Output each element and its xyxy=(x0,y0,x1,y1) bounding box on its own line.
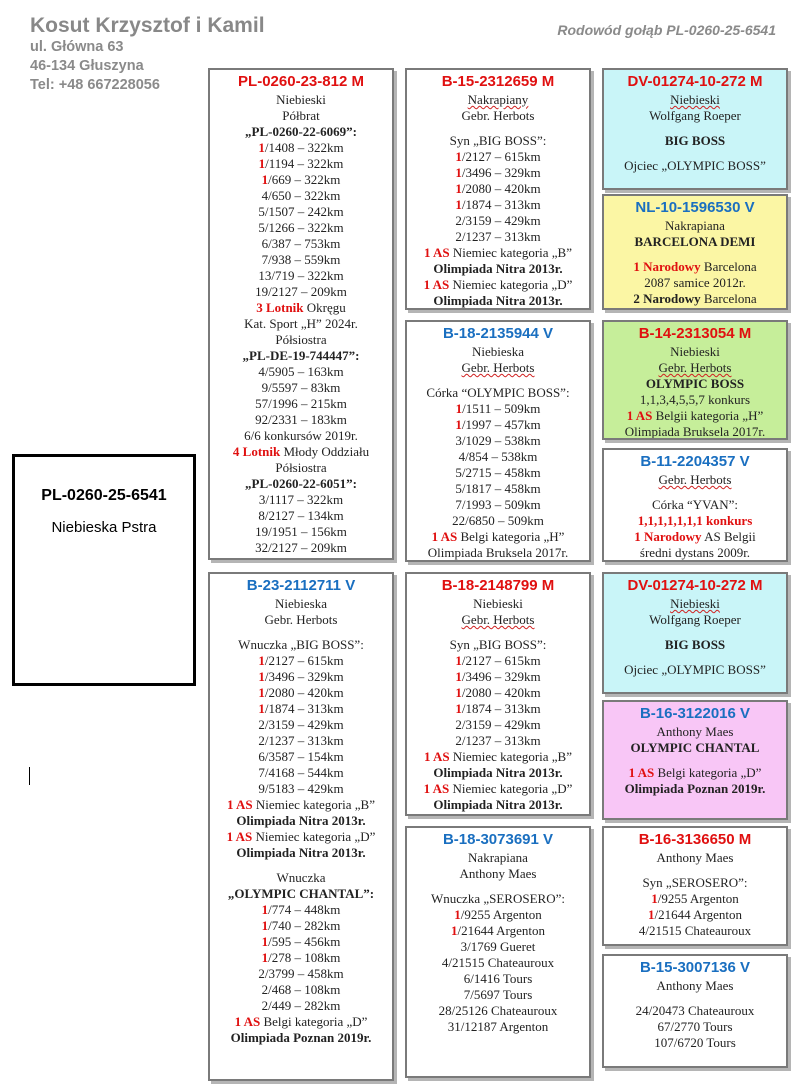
father-ring: PL-0260-23-812 M xyxy=(238,73,364,90)
fmm-award: 1 Narodowy AS Belgii xyxy=(634,529,756,544)
mother-line: Gebr. Herbots xyxy=(264,612,338,627)
mother-line: Wnuczka „BIG BOSS”: xyxy=(238,637,364,652)
paternal-grandfather-ring: B-15-2312659 M xyxy=(441,73,555,90)
father-line: Niebieski xyxy=(276,92,326,107)
ffm-line: 2087 samice 2012r. xyxy=(644,275,746,290)
mff-line: Niebieski xyxy=(670,596,720,611)
pgf-result: 1/1874 – 313km xyxy=(455,197,541,212)
pgm-result: 3/1029 – 538km xyxy=(455,433,541,448)
subject-color: Niebieska Pstra xyxy=(51,519,157,536)
mother-result: 9/5183 – 429km xyxy=(258,781,344,796)
fff-line: Wolfgang Roeper xyxy=(649,108,741,123)
mf-father-ring: DV-01274-10-272 M xyxy=(627,577,763,594)
father-award: 3 Lotnik Okręgu xyxy=(256,300,346,315)
mother-award: 1 AS Niemiec kategoria „B” xyxy=(226,797,375,812)
mmf-result: 1/21644 Argenton xyxy=(647,907,742,922)
fmf-line: OLYMPIC BOSS xyxy=(645,376,745,391)
mother-result: 1/2080 – 420km xyxy=(258,685,344,700)
fmf-line: Gebr. Herbots xyxy=(658,360,732,375)
breeder-phone: Tel: +48 667228056 xyxy=(30,77,160,93)
father-line: Półsiostra xyxy=(275,460,327,475)
mgf-result: 2/1237 – 313km xyxy=(455,733,541,748)
mother-result: 1/278 – 108km xyxy=(261,950,341,965)
mgm-line: Anthony Maes xyxy=(459,866,537,881)
mother-line: Niebieska xyxy=(275,596,327,611)
pgf-line: Gebr. Herbots xyxy=(461,108,535,123)
pgm-result: 5/2715 – 458km xyxy=(455,465,541,480)
maternal-grandfather-card xyxy=(405,572,591,816)
text-cursor xyxy=(29,767,30,785)
breeder-city: 46-134 Głuszyna xyxy=(30,58,144,74)
ffm-award: 1 Narodowy Barcelona xyxy=(633,259,757,274)
father-result: 5/1266 – 322km xyxy=(258,220,344,235)
mother-result: 1/2127 – 615km xyxy=(258,653,344,668)
paternal-grandmother-ring: B-18-2135944 V xyxy=(442,325,554,342)
mgf-line: Syn „BIG BOSS”: xyxy=(449,637,547,652)
fmm-line: średni dystans 2009r. xyxy=(639,545,751,560)
mother-result: 2/1237 – 313km xyxy=(258,733,344,748)
maternal-grandmother-card xyxy=(405,826,591,1078)
pgm-line: Córka “OLYMPIC BOSS”: xyxy=(426,385,570,400)
mgf-result: 1/2127 – 615km xyxy=(455,653,541,668)
father-card xyxy=(208,68,394,560)
paternal-grandfather-card xyxy=(405,68,591,310)
father-result: 13/719 – 322km xyxy=(258,268,344,283)
mother-result: 2/468 – 108km xyxy=(261,982,341,997)
ff-mother-card xyxy=(602,194,788,310)
mfm-line: OLYMPIC CHANTAL xyxy=(630,740,760,755)
pgf-line: Nakrapiany xyxy=(467,92,529,107)
mfm-award: 1 AS Belgi kategoria „D” xyxy=(628,765,762,780)
mff-line: Wolfgang Roeper xyxy=(649,612,741,627)
fm-mother-ring: B-11-2204357 V xyxy=(640,453,750,470)
fff-line: BIG BOSS xyxy=(664,133,726,148)
pgf-line: Olimpiada Nitra 2013r. xyxy=(433,261,563,276)
pgm-result: 1/1511 – 509km xyxy=(455,401,541,416)
pgm-result: 7/1993 – 509km xyxy=(455,497,541,512)
ff-father-card xyxy=(602,68,788,190)
pgm-result: 5/1817 – 458km xyxy=(455,481,541,496)
mother-line: „OLYMPIC CHANTAL”: xyxy=(227,886,375,901)
document-title: Rodowód gołąb PL-0260-25-6541 xyxy=(557,22,776,38)
mother-result: 1/774 – 448km xyxy=(261,902,341,917)
mgf-result: 1/2080 – 420km xyxy=(455,685,541,700)
mm-mother-card xyxy=(602,954,788,1068)
father-result: 19/2127 – 209km xyxy=(255,284,347,299)
father-result: 4/650 – 322km xyxy=(261,188,341,203)
mmm-line: Anthony Maes xyxy=(656,978,734,993)
ff-mother-ring: NL-10-1596530 V xyxy=(635,199,755,216)
fm-father-card xyxy=(602,320,788,440)
mff-line: Ojciec „OLYMPIC BOSS” xyxy=(624,662,766,677)
father-result: 6/387 – 753km xyxy=(261,236,341,251)
pgf-result: 2/1237 – 313km xyxy=(455,229,541,244)
father-result: 9/5597 – 83km xyxy=(261,380,341,395)
pgm-line: Niebieska xyxy=(472,344,524,359)
father-result: 1/1194 – 322km xyxy=(258,156,344,171)
subject-ring: PL-0260-25-6541 xyxy=(41,487,167,504)
father-result: 92/2331 – 183km xyxy=(255,412,347,427)
father-line: Półsiostra xyxy=(275,332,327,347)
mm-mother-ring: B-15-3007136 V xyxy=(639,959,751,976)
mm-father-card xyxy=(602,826,788,946)
pgf-line: Olimpiada Nitra 2013r. xyxy=(433,293,563,308)
fmm-line: 1,1,1,1,1,1,1 konkurs xyxy=(637,513,753,528)
ffm-award: 2 Narodowy Barcelona xyxy=(633,291,757,306)
ffm-line: BARCELONA DEMI xyxy=(634,234,756,249)
mgm-result: 4/21515 Chateauroux xyxy=(441,955,555,970)
mgf-award: 1 AS Niemiec kategoria „D” xyxy=(423,781,573,796)
father-result: 7/938 – 559km xyxy=(261,252,341,267)
pgm-result: 1/1997 – 457km xyxy=(455,417,541,432)
mmm-result: 107/6720 Tours xyxy=(654,1035,736,1050)
mother-result: 2/449 – 282km xyxy=(261,998,341,1013)
fmm-line: Gebr. Herbots xyxy=(658,472,732,487)
mm-father-ring: B-16-3136650 M xyxy=(638,831,752,848)
mgm-line: Wnuczka „SEROSERO”: xyxy=(431,891,565,906)
mf-mother-card xyxy=(602,700,788,820)
mother-line: Olimpiada Poznan 2019r. xyxy=(230,1030,372,1045)
father-line: Półbrat xyxy=(282,108,320,123)
fmm-line: Córka “YVAN”: xyxy=(651,497,739,512)
father-line: Kat. Sport „H” 2024r. xyxy=(244,316,358,331)
mf-father-card xyxy=(602,572,788,694)
paternal-grandmother-card xyxy=(405,320,591,562)
breeder-street: ul. Główna 63 xyxy=(30,39,124,55)
mother-line: Wnuczka xyxy=(276,870,326,885)
subject-box xyxy=(12,454,196,686)
mmf-line: Anthony Maes xyxy=(656,850,734,865)
maternal-grandfather-ring: B-18-2148799 M xyxy=(441,577,555,594)
mother-result: 2/3799 – 458km xyxy=(258,966,344,981)
pgm-line: Gebr. Herbots xyxy=(461,360,535,375)
pgm-result: 22/6850 – 509km xyxy=(452,513,544,528)
mmm-result: 24/20473 Chateauroux xyxy=(635,1003,755,1018)
ffm-line: Nakrapiana xyxy=(665,218,725,233)
maternal-grandmother-ring: B-18-3073691 V xyxy=(442,831,554,848)
mfm-line: Anthony Maes xyxy=(656,724,734,739)
mgf-result: 2/3159 – 429km xyxy=(455,717,541,732)
mother-line: Olimpiada Nitra 2013r. xyxy=(236,845,366,860)
mgm-line: Nakrapiana xyxy=(468,850,528,865)
ff-father-ring: DV-01274-10-272 M xyxy=(627,73,763,90)
fff-line: Ojciec „OLYMPIC BOSS” xyxy=(624,158,766,173)
mgf-result: 1/1874 – 313km xyxy=(455,701,541,716)
mother-award: 1 AS Niemiec kategoria „D” xyxy=(226,829,376,844)
pgf-result: 1/3496 – 329km xyxy=(455,165,541,180)
mother-result: 2/3159 – 429km xyxy=(258,717,344,732)
father-line: „PL-DE-19-744447”: xyxy=(242,348,360,363)
father-result: 8/2127 – 134km xyxy=(258,508,344,523)
pgf-award: 1 AS Niemiec kategoria „B” xyxy=(423,245,572,260)
fmf-line: Olimpiada Bruksela 2017r. xyxy=(624,424,766,439)
mother-result: 1/595 – 456km xyxy=(261,934,341,949)
mgf-line: Olimpiada Nitra 2013r. xyxy=(433,797,563,812)
mother-line: Olimpiada Nitra 2013r. xyxy=(236,813,366,828)
pgf-result: 1/2127 – 615km xyxy=(455,149,541,164)
pgm-result: 4/854 – 538km xyxy=(458,449,538,464)
mother-result: 1/3496 – 329km xyxy=(258,669,344,684)
fmf-line: Niebieski xyxy=(670,344,720,359)
mgm-result: 3/1769 Gueret xyxy=(460,939,536,954)
pgf-line: Syn „BIG BOSS”: xyxy=(449,133,547,148)
mmm-result: 67/2770 Tours xyxy=(657,1019,733,1034)
father-result: 3/1117 – 322km xyxy=(258,492,344,507)
father-result: 32/2127 – 209km xyxy=(255,540,347,555)
fff-line: Niebieski xyxy=(670,92,720,107)
pgf-award: 1 AS Niemiec kategoria „D” xyxy=(423,277,573,292)
mother-result: 6/3587 – 154km xyxy=(258,749,344,764)
pgm-award: 1 AS Belgi kategoria „H” xyxy=(431,529,565,544)
father-result: 4/5905 – 163km xyxy=(258,364,344,379)
mother-result: 7/4168 – 544km xyxy=(258,765,344,780)
fm-mother-card xyxy=(602,448,788,562)
mf-mother-ring: B-16-3122016 V xyxy=(639,705,751,722)
mff-line: BIG BOSS xyxy=(664,637,726,652)
mgf-result: 1/3496 – 329km xyxy=(455,669,541,684)
mgm-result: 1/9255 Argenton xyxy=(454,907,542,922)
father-line: „PL-0260-22-6051”: xyxy=(245,476,357,491)
mgm-result: 6/1416 Tours xyxy=(463,971,533,986)
mgf-award: 1 AS Niemiec kategoria „B” xyxy=(423,749,572,764)
father-result: 6/6 konkursów 2019r. xyxy=(244,428,358,443)
father-result: 19/1951 – 156km xyxy=(255,524,347,539)
mother-card xyxy=(208,572,394,1081)
mother-award: 1 AS Belgi kategoria „D” xyxy=(234,1014,368,1029)
father-result: 1/669 – 322km xyxy=(261,172,341,187)
mgm-result: 1/21644 Argenton xyxy=(450,923,545,938)
father-award: 4 Lotnik Młody Oddziału xyxy=(232,444,370,459)
mgm-result: 28/25126 Chateauroux xyxy=(438,1003,558,1018)
father-result: 5/1507 – 242km xyxy=(258,204,344,219)
father-result: 57/1996 – 215km xyxy=(255,396,347,411)
mgm-result: 31/12187 Argenton xyxy=(447,1019,549,1034)
mgf-line: Niebieski xyxy=(473,596,523,611)
mmf-result: 4/21515 Chateauroux xyxy=(638,923,752,938)
breeder-name: Kosut Krzysztof i Kamil xyxy=(30,14,265,37)
pgf-result: 1/2080 – 420km xyxy=(455,181,541,196)
pgf-result: 2/3159 – 429km xyxy=(455,213,541,228)
fmf-award: 1 AS Belgii kategoria „H” xyxy=(626,408,764,423)
mmf-line: Syn „SEROSERO”: xyxy=(642,875,748,890)
fm-father-ring: B-14-2313054 M xyxy=(638,325,752,342)
pgm-line: Olimpiada Bruksela 2017r. xyxy=(427,545,569,560)
mother-result: 1/1874 – 313km xyxy=(258,701,344,716)
mgf-line: Gebr. Herbots xyxy=(461,612,535,627)
father-line: „PL-0260-22-6069”: xyxy=(245,124,357,139)
mmf-result: 1/9255 Argenton xyxy=(651,891,739,906)
mgf-line: Olimpiada Nitra 2013r. xyxy=(433,765,563,780)
mfm-line: Olimpiada Poznan 2019r. xyxy=(624,781,766,796)
mother-ring: B-23-2112711 V xyxy=(246,577,356,594)
mgm-result: 7/5697 Tours xyxy=(463,987,533,1002)
fmf-line: 1,1,3,4,5,5,7 konkurs xyxy=(639,392,751,407)
mother-result: 1/740 – 282km xyxy=(261,918,341,933)
father-result: 1/1408 – 322km xyxy=(258,140,344,155)
